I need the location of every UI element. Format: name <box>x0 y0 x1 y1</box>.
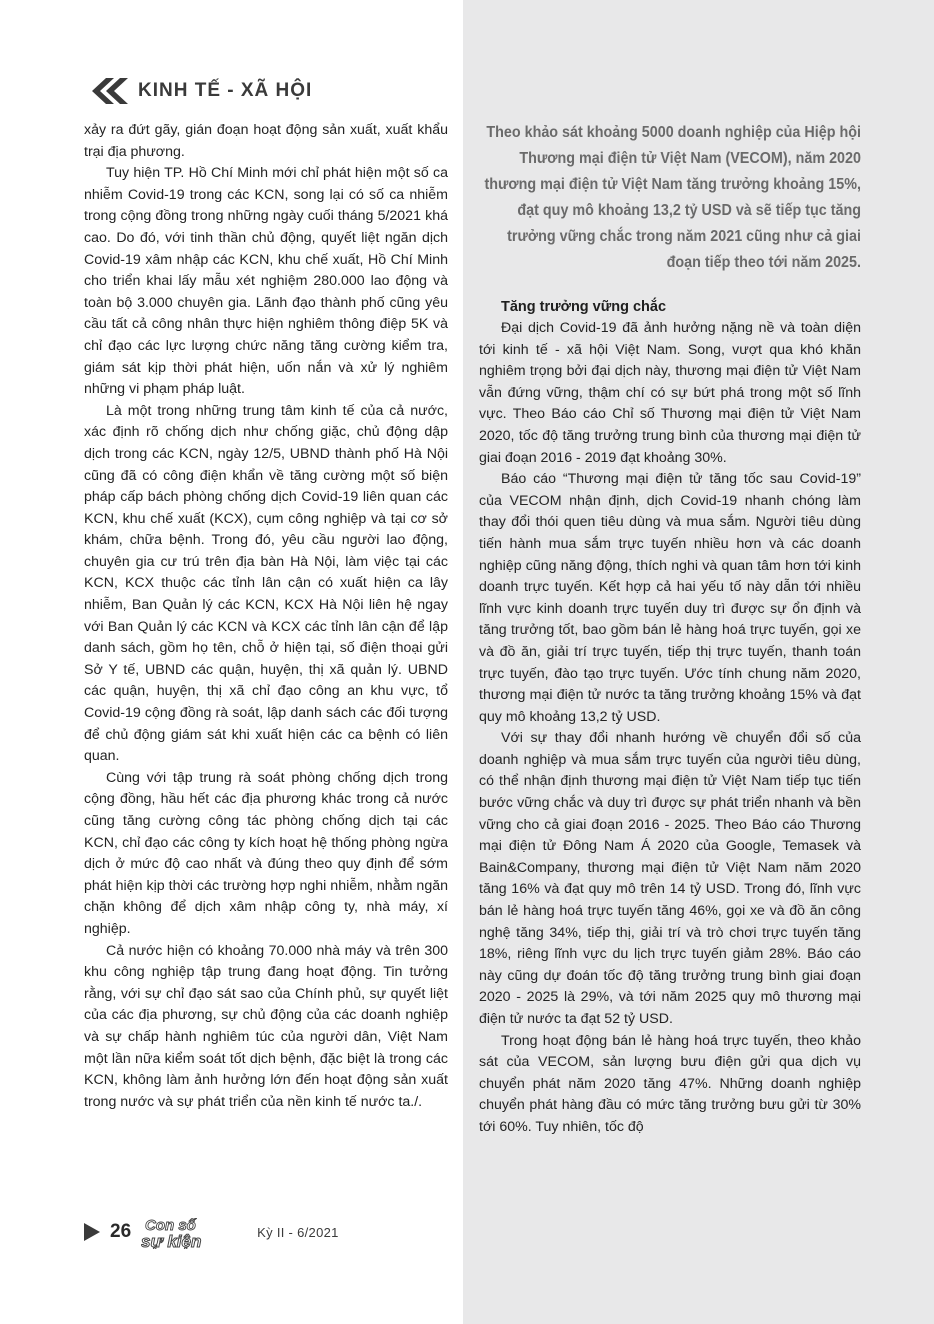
lead-summary: Theo khảo sát khoảng 5000 doanh nghiệp của Hiệp hội Thương mại điện tử Việt Nam (VECOM), năm 2020 thương mại điện tử Việt Nam tăng trưởng khoảng 15%, đạt quy mô khoảng 13,2 tỷ USD và sẽ tiếp tục tăng trưởng vững chắc trong năm 2021 cũng như cả giai đoạn tiếp theo tới năm 2025. <box>484 124 861 271</box>
paragraph: Báo cáo “Thương mại điện tử tăng tốc sau Covid-19” của VECOM nhận định, dịch Covid-19 nhanh chóng làm thay đổi thói quen tiêu dùng và mua sắm. Người tiêu dùng tiến hành mua sắm trực tuyến nhiều hơn và các doanh nghiệp cũng năng động, thích nghi và quan tâm hơn tới kinh doanh trực tuyến. Kết hợp cả hai yếu tố này dẫn tới nhiều lĩnh vực kinh doanh trực tuyến duy trì được sự ổn định và tăng trưởng tốt, bao gồm bán lẻ hàng hoá trực tuyến, gọi xe và đồ ăn, giải trí trực tuyến, tiếp thị trực tuyến, thanh toán trực tuyến, đào tạo trực tuyến. Ước tính chung năm 2020, thương mại điện tử nước ta tăng trưởng khoảng 15% và đạt quy mô khoảng 13,2 tỷ USD. <box>479 471 861 725</box>
paragraph: Tuy hiện TP. Hồ Chí Minh mới chỉ phát hiện một số ca nhiễm Covid-19 trong các KCN, song lại có số ca nhiễm trong cộng đồng trong những ngày cuối tháng 5/2021 khá cao. Do đó, với tinh thần chủ động, quyết liệt ngăn dịch Covid-19 xâm nhập các KCN, khu chế xuất, Hồ Chí Minh cho triển khai lấy mẫu xét nghiệm 280.000 lao động và toàn bộ 3.000 chuyên gia. Lãnh đạo thành phố cũng yêu cầu tất cả công nhân thực hiện nghiêm thông điệp 5K và chỉ đạo các lực lượng chức năng tăng cường kiểm tra, giám sát kịp thời phát hiện, uốn nắn và xử lý nghiêm những vi phạm pháp luật. <box>84 165 448 398</box>
paragraph: Cùng với tập trung rà soát phòng chống dịch trong cộng đồng, hầu hết các địa phương khác trong cả nước cũng tăng cường công tác phòng chống dịch tại các KCN, chỉ đạo các công ty kích hoạt hệ thống phòng ngừa dịch ở mức độ cao nhất và đúng theo quy định để sớm phát hiện kịp thời các trường hợp nghi nhiễm, nhằm ngăn chặn không để dịch xâm nhập công ty, nhà máy, xí nghiệp. <box>84 769 448 937</box>
section-title: KINH TẾ - XÃ HỘI <box>138 80 313 101</box>
double-chevron-left-icon <box>84 76 132 106</box>
paragraph: Đại dịch Covid-19 đã ảnh hưởng nặng nề và toàn diện tới kinh tế - xã hội Việt Nam. Song, vượt qua khó khăn nghiêm trọng bởi đại dịch này, thương mại điện tử Việt Nam vẫn đứng vững, thậm chí có sự bứt phá trong một số lĩnh vực. Theo Báo cáo Chỉ số Thương mại điện tử Việt Nam 2020, tốc độ tăng trưởng trung bình của thương mại điện tử giai đoạn 2016 - 2019 đạt khoảng 30%. <box>479 320 861 466</box>
paragraph: Trong hoạt động bán lẻ hàng hoá trực tuyến, theo khảo sát của VECOM, sản lượng bưu điện gửi qua dịch vụ chuyển phát năm 2020 tăng 47%. Những doanh nghiệp chuyển phát hàng đầu có mức tăng trưởng bưu gửi từ 30% tới 60%. Tuy nhiên, tốc độ <box>479 1032 861 1135</box>
logo-line-2: sự kiện <box>141 1232 202 1249</box>
left-column <box>84 120 448 1113</box>
issue-label: Kỳ II - 6/2021 <box>257 1224 339 1240</box>
right-column <box>479 120 861 1139</box>
page-number: 26 <box>110 1221 132 1242</box>
paragraph: Cả nước hiện có khoảng 70.000 nhà máy và trên 300 khu công nghiệp tập trung đang hoạt động. Tin tưởng rằng, với sự chỉ đạo sát sao của Chính phủ, sự quyết liệt của các địa phương, sự chủ động của các doanh nghiệp và sự chấp hành nghiêm túc của người dân, Việt Nam một lần nữa kiểm soát tốt dịch bệnh, đặc biệt là trong các KCN, không làm ảnh hưởng lớn đến hoạt động sản xuất trong nước và sự phát triển của nền kinh tế nước ta./. <box>84 942 448 1110</box>
paragraph: Là một trong những trung tâm kinh tế của cả nước, xác định rõ chống dịch như chống giặc, chủ động dập dịch trong các KCN, ngày 12/5, UBND thành phố Hà Nội cũng đã có công điện khẩn về tăng cường một số biện pháp cấp bách phòng chống dịch Covid-19 liên quan các KCN, khu chế xuất (KCX), cụm công nghiệp và tại cơ sở khám, chữa bệnh. Trong đó, yêu cầu người lao động, chuyên gia cư trú trên địa bàn Hà Nội, làm việc tại các KCN, KCX thuộc các tỉnh lân cận có xuất hiện ca lây nhiễm, Ban Quản lý các KCN, KCX Hà Nội liên hệ ngay với Ban Quản lý các KCN và KCX các tỉnh lân cận để lập danh sách, gồm họ tên, chỗ ở hiện tại, số điện thoại gửi Sở Y tế, UBND các quận, huyện, thị xã quản lý. UBND các quận, huyện, thị xã chỉ đạo công an khu vực, tổ Covid-19 cộng đồng rà soát, lập danh sách các đối tượng để chủ động giám sát khi xuất hiện các ca bệnh có liên quan. <box>84 402 448 765</box>
paragraph: Với sự thay đổi nhanh hướng về chuyển đổi số của doanh nghiệp và mua sắm trực tuyến của người tiêu dùng, có thể nhận định thương mại điện tử Việt Nam tiếp tục tiến bước vững chắc và duy trì được sự phát triển nhanh và bền vững cho cả giai đoạn 2016 - 2025. Theo Báo cáo Thương mại điện tử Đông Nam Á 2020 của Google, Temasek và Bain&Company, thương mại điện tử Việt Nam năm 2020 tăng 16% và đạt quy mô trên 14 tỷ USD. Trong đó, lĩnh vực bán lẻ hàng hoá trực tuyến tăng 46%, gọi xe và đồ ăn công nghệ tăng 34%, tiếp thị, giải trí và trò chơi trực tuyến tăng 18%, riêng lĩnh vực du lịch trực tuyến giảm 28%. Báo cáo này cũng dự đoán tốc độ tăng trưởng trung bình giai đoạn 2020 - 2025 là 29%, và tới năm 2025 quy mô thương mại điện tử nước ta đạt 52 tỷ USD. <box>479 730 861 1027</box>
section-header <box>84 74 312 108</box>
triangle-right-icon <box>84 1223 100 1241</box>
subheading: Tăng trưởng vững chắc <box>501 299 667 315</box>
magazine-logo <box>141 1215 253 1249</box>
paragraph: xảy ra đứt gãy, gián đoạn hoạt động sản xuất, xuất khẩu trại địa phương. <box>84 122 448 160</box>
logo-line-1: Con số <box>145 1217 196 1234</box>
page-footer <box>84 1212 339 1252</box>
